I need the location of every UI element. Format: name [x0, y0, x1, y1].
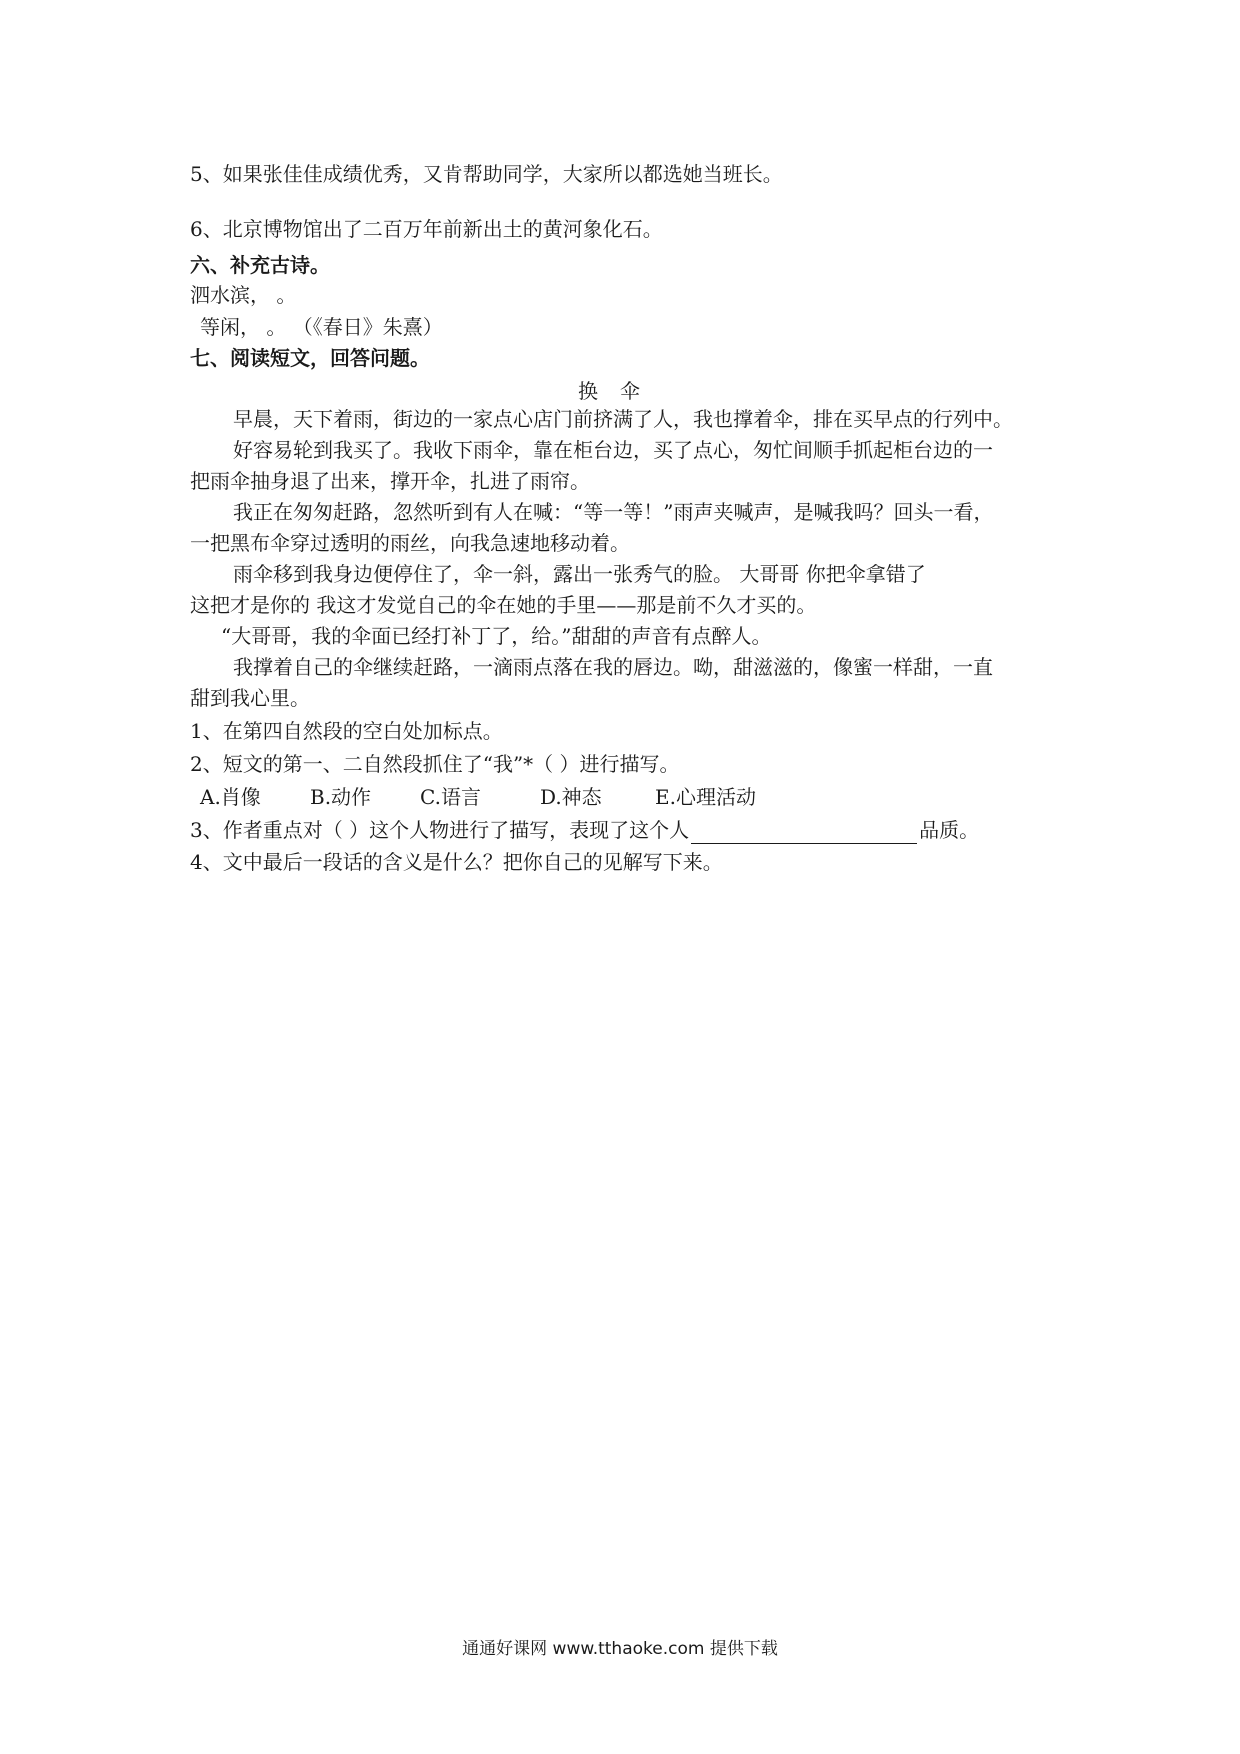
option-a: A.肖像: [200, 785, 261, 809]
question-3-suffix: 品质。: [919, 818, 980, 842]
question-4: 4、文中最后一段话的含义是什么？把你自己的见解写下来。: [190, 850, 723, 874]
passage-paragraph-4-line-1: 雨伞移到我身边便停住了，伞一斜，露出一张秀气的脸。 大哥哥 你把伞拿错了: [233, 562, 926, 586]
passage-title: 换伞: [578, 379, 662, 403]
sentence-6: 6、北京博物馆出了二百万年前新出土的黄河象化石。: [190, 217, 663, 241]
question-2: 2、短文的第一、二自然段抓住了“我”*（ ）进行描写。: [190, 752, 680, 776]
passage-paragraph-1: 早晨，天下着雨，街边的一家点心店门前挤满了人，我也撑着伞，排在买早点的行列中。: [233, 407, 1013, 431]
answer-blank[interactable]: [691, 823, 917, 844]
passage-paragraph-2-line-2: 把雨伞抽身退了出来，撑开伞，扎进了雨帘。: [190, 469, 590, 493]
section-7-heading: 七、阅读短文，回答问题。: [190, 346, 430, 370]
question-3-text: 3、作者重点对（ ）这个人物进行了描写，表现了这个人: [190, 818, 690, 842]
poem-line-1: 泗水滨， 。: [190, 283, 297, 307]
question-3: [190, 816, 979, 844]
question-1: 1、在第四自然段的空白处加标点。: [190, 719, 503, 743]
option-c: C.语言: [420, 785, 481, 809]
passage-paragraph-4-line-2: 这把才是你的 我这才发觉自己的伞在她的手里——那是前不久才买的。: [190, 593, 817, 617]
footer-credit: 通通好课网 www.tthaoke.com 提供下载: [462, 1639, 778, 1659]
sentence-5: 5、如果张佳佳成绩优秀，又肯帮助同学，大家所以都选她当班长。: [190, 162, 783, 186]
passage-paragraph-3-line-2: 一把黑布伞穿过透明的雨丝，向我急速地移动着。: [190, 531, 630, 555]
passage-paragraph-6-line-2: 甜到我心里。: [190, 686, 310, 710]
option-e: E.心理活动: [655, 785, 756, 809]
option-d: D.神态: [540, 785, 602, 809]
question-2-options: [200, 783, 756, 811]
option-b: B.动作: [310, 785, 372, 809]
passage-paragraph-2-line-1: 好容易轮到我买了。我收下雨伞，靠在柜台边，买了点心，匆忙间顺手抓起柜台边的一: [233, 438, 993, 462]
section-6-heading: 六、补充古诗。: [190, 253, 330, 277]
passage-paragraph-3-line-1: 我正在匆匆赶路，忽然听到有人在喊：“等一等！”雨声夹喊声，是喊我吗？回头一看，: [233, 500, 994, 524]
passage-paragraph-5: “大哥哥，我的伞面已经打补丁了，给。”甜甜的声音有点醉人。: [221, 624, 772, 648]
poem-line-2: 等闲， 。 （《春日》朱熹）: [200, 315, 443, 339]
passage-paragraph-6-line-1: 我撑着自己的伞继续赶路，一滴雨点落在我的唇边。呦，甜滋滋的，像蜜一样甜，一直: [233, 655, 993, 679]
